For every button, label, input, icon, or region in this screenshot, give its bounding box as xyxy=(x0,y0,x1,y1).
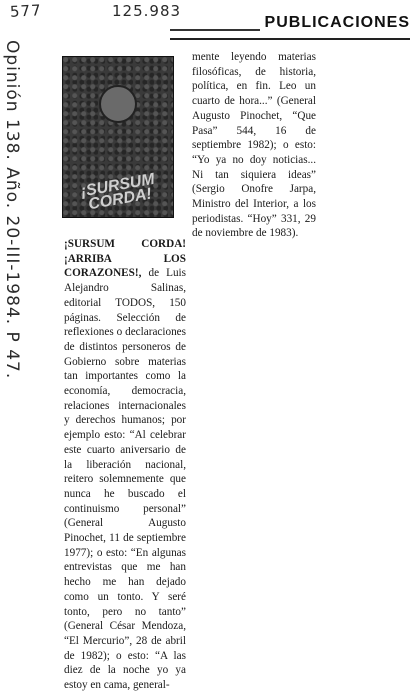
section-title: PUBLICACIONES xyxy=(264,14,410,31)
cover-emblem xyxy=(99,85,137,123)
book-title: ¡SURSUM CORDA! ¡ARRIBA LOS CORAZONES!, xyxy=(64,238,186,280)
section-header xyxy=(170,12,410,40)
handwritten-reference: 125.983 xyxy=(112,2,182,20)
handwritten-margin-note: Opinión 138. Año. 20-III-1984. P 47. xyxy=(2,40,22,380)
cover-title: ¡SURSUM CORDA! xyxy=(79,170,156,214)
article-column-left xyxy=(64,237,186,693)
article-column-right xyxy=(192,50,316,241)
book-cover-image xyxy=(62,56,174,218)
handwritten-page-number: 577 xyxy=(9,1,43,21)
header-rule xyxy=(170,29,260,31)
article-body-right: mente leyendo materias filosóficas, de historia, política, en fin. Leo un cuarto de hora...” (General Augusto Pinochet, “Que Pasa” 544, 16 de septiembre 1982); o esto: “Yo ya no doy noticias... Ni tan siquiera ideas” (Sergio Onofre Jarpa, Ministro del Interior, a los periodistas. “Hoy” 331, 29 de noviembre de 1983). xyxy=(192,51,316,240)
article-body-left: de Luis Alejandro Salinas, editorial TODOS, 150 páginas. Selección de reflexiones o declaraciones de distintos personeros de Gobierno sobre materias tan importantes como la economía, democracia, relaciones internacionales y derechos humanos; por ejemplo esto: “Al celebrar este cuarto aniversario de la liberación nacional, reitero solemnemente que nunca he buscado el continuismo personal” (General Augusto Pinochet, 11 de septiembre 1977); o esto: “En algunas entrevistas que me han hecho me han dejado como un tonto. Y seré tonto, pero no tanto” (General César Mendoza, “El Mercurio”, 28 de abril de 1982); o esto: “A las diez de la noche yo ya estoy en cama, general- xyxy=(64,267,186,692)
